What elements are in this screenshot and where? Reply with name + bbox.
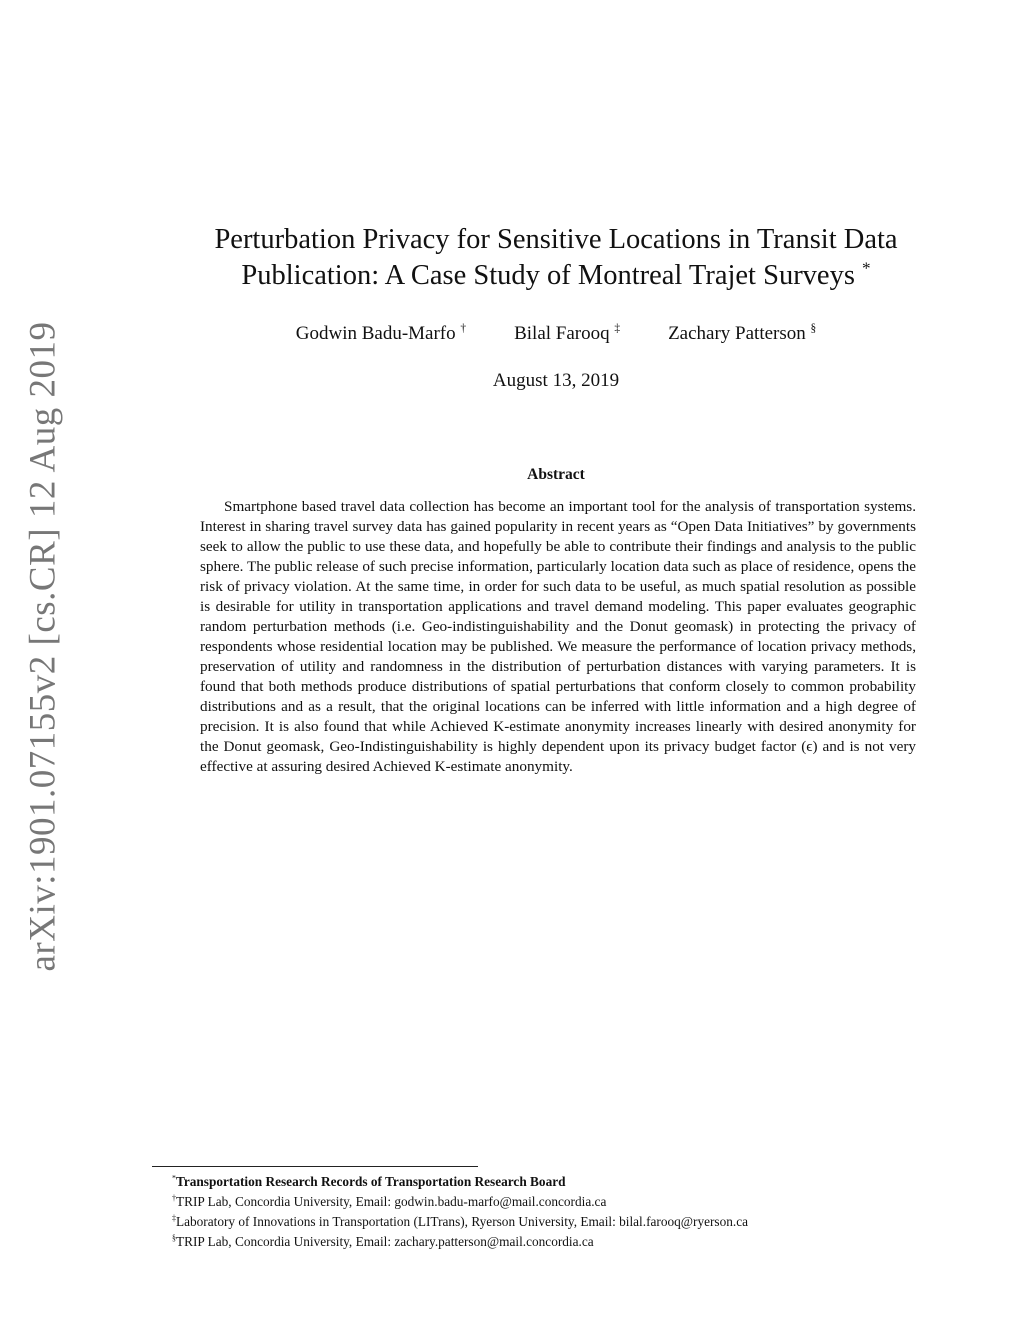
author-3-mark: § [810,322,817,335]
author-2 [514,323,620,345]
paper-title [180,222,932,294]
arxiv-stamp-text: arXiv:1901.07155v2 [cs.CR] 12 Aug 2019 [22,320,64,972]
author-3 [668,323,816,345]
footnote-2-mark: † [172,1193,176,1203]
author-2-name: Bilal Farooq [514,323,610,344]
footnote-4 [172,1232,932,1252]
title-footnote-mark: * [862,258,871,278]
footnote-3-text: Laboratory of Innovations in Transportation (LITrans), Ryerson University, Email: bilal.farooq@ryerson.ca [175,1214,749,1229]
author-1-name: Godwin Badu-Marfo [295,323,456,344]
abstract-heading: Abstract [527,466,585,483]
author-3-name: Zachary Patterson [668,323,806,344]
title-line-2 [180,258,932,294]
footnote-1-mark: * [172,1173,176,1183]
footnote-3-mark: ‡ [172,1213,176,1223]
footnotes [172,1172,932,1252]
footnote-3 [172,1212,932,1232]
title-line-2-text: Publication: A Case Study of Montreal Trajet Surveys [241,260,855,291]
footnote-4-mark: § [172,1233,176,1243]
author-2-mark: ‡ [614,322,621,335]
footnote-2-text: TRIP Lab, Concordia University, Email: godwin.badu-marfo@mail.concordia.ca [175,1194,607,1209]
title-line-1: Perturbation Privacy for Sensitive Locations in Transit Data [214,224,898,255]
footnote-2 [172,1192,932,1212]
arxiv-identifier-stamp [12,320,74,972]
author-1 [296,323,466,345]
abstract-body: Smartphone based travel data collection has become an important tool for the analysis of transportation systems. Interest in sharing travel survey data has gained popularity in recent years as “Open Data Initiatives” by governments seek to allow the public to use these data, and hopefully be able to contribute their findings and analysis to the public sphere. The public release of such precise information, particularly location data such as place of residence, opens the risk of privacy violation. At the same time, in order for such data to be useful, as much spatial resolution as possible is desirable for utility in transportation applications and travel demand modeling. This paper evaluates geographic random perturbation methods (i.e. Geo-indistinguishability and the Donut geomask) in protecting the privacy of respondents whose residential location may be published. We measure the performance of location privacy methods, preservation of utility and randomness in the distribution of perturbation distances with varying parameters. It is found that both methods produce distributions of spatial perturbations that conform closely to common probability distributions and as a result, that the original locations can be inferred with little information and a high degree of precision. It is also found that while Achieved K-estimate anonymity increases linearly with desired anonymity for the Donut geomask, Geo-Indistinguishability is highly dependent upon its privacy budget factor (ϵ) and is not very effective at assuring desired Achieved K-estimate anonymity. [200,498,916,775]
publication-date: August 13, 2019 [492,370,620,391]
author-1-mark: † [460,322,467,335]
author-list [200,323,912,345]
footnote-1-text: Transportation Research Records of Transportation Research Board [175,1174,566,1189]
footnote-divider [152,1166,478,1167]
footnote-1 [172,1172,932,1192]
footnote-4-text: TRIP Lab, Concordia University, Email: zachary.patterson@mail.concordia.ca [175,1234,594,1249]
